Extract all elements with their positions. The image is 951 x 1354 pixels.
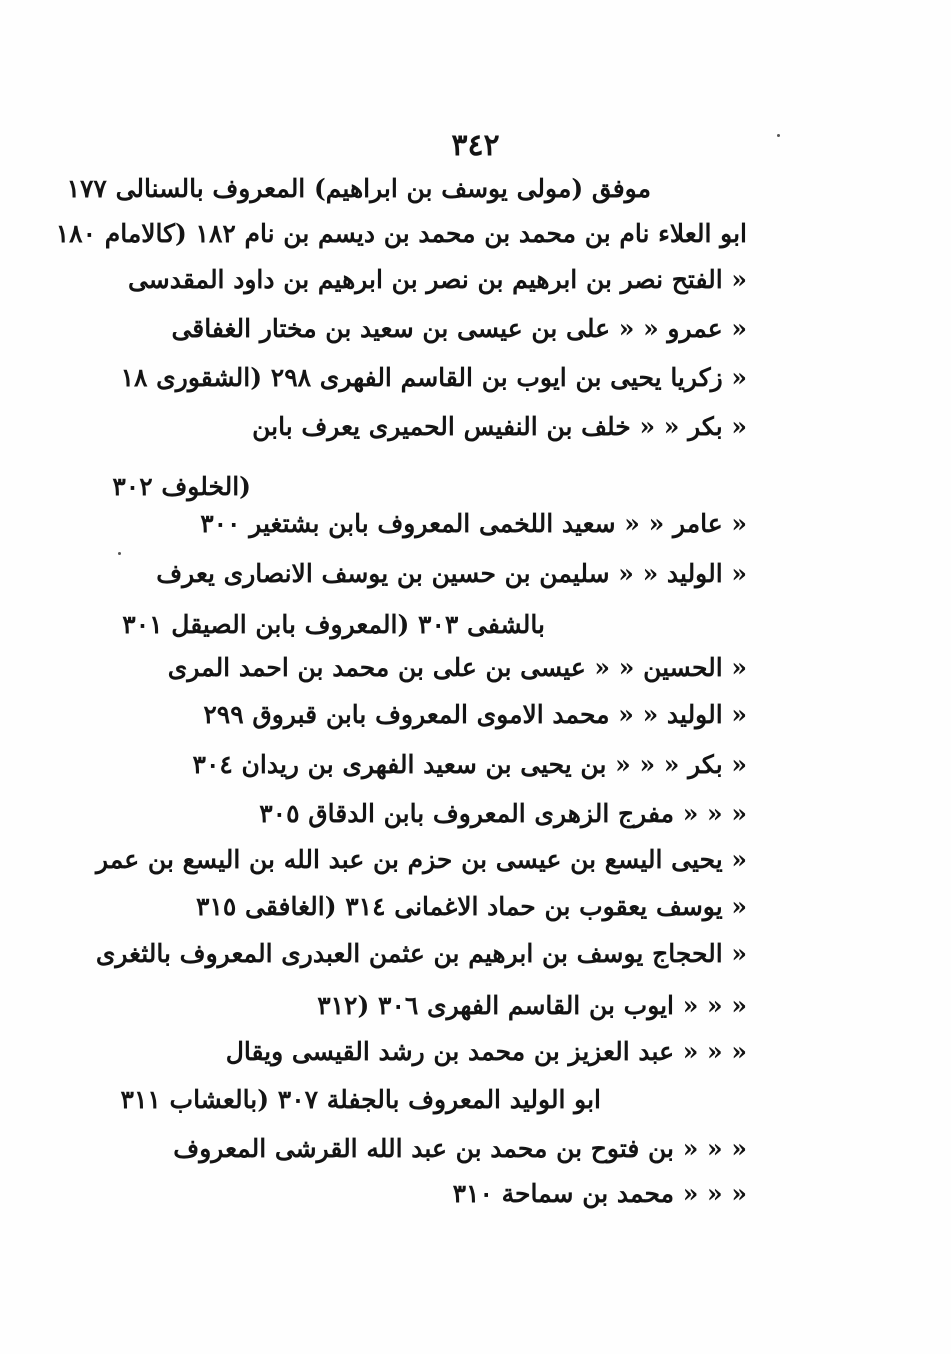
entry-line-11: « الحسين « « عيسى بن على بن محمد بن احمد المرى	[167, 653, 747, 682]
entry-line-16: « يوسف يعقوب بن حماد الاغمانى ٣١٤ (الغافقى ٣١٥	[196, 892, 747, 921]
entry-line-22: « « « محمد بن سماحة ٣١٠	[452, 1179, 747, 1208]
page-number: ٣٤٢	[451, 128, 500, 163]
entry-line-20: ابو الوليد المعروف بالجفلة ٣٠٧ (بالعشاب ٣١١	[120, 1085, 601, 1114]
entry-line-3: « الفتح نصر بن ابرهيم بن نصر بن ابرهيم بن داود المقدسى	[127, 265, 747, 294]
entry-line-14: « « « مفرج الزهرى المعروف بابن الدقاق ٣٠٥	[259, 799, 747, 828]
entry-line-5: « زكريا يحيى بن ايوب بن القاسم الفهرى ٢٩٨ (الشقورى ١٨	[120, 363, 747, 392]
entry-line-18: « « « ايوب بن القاسم الفهرى ٣٠٦ (٣١٢	[317, 991, 747, 1020]
entry-line-10: بالشفى ٣٠٣ (المعروف بابن الصيقل ٣٠١	[122, 610, 545, 639]
print-speck	[118, 552, 121, 555]
entry-line-9: « الوليد « « سليمن بن حسين بن يوسف الانصارى يعرف	[156, 559, 747, 588]
entry-line-13: « بكر « « « بن يحيى بن سعيد الفهرى بن ريدان ٣٠٤	[192, 750, 747, 779]
entry-line-1: موفق (مولى يوسف بن ابراهيم) المعروف بالسنالى ١٧٧	[66, 174, 651, 203]
entry-line-21: « « « بن فتوح بن محمد بن عبد الله القرشى المعروف	[173, 1134, 747, 1163]
entry-line-19: « « « عبد العزيز بن محمد بن رشد القيسى ويقال	[225, 1037, 747, 1066]
entry-line-8: « عامر « « سعيد اللخمى المعروف بابن بشتغير ٣٠٠	[200, 509, 747, 538]
entry-line-15: « يحيى اليسع بن عيسى بن حزم بن عبد الله بن اليسع بن عمر	[96, 845, 747, 874]
entry-line-7: (الخلوف ٣٠٢	[112, 472, 251, 501]
entry-line-17: « الحجاج يوسف بن ابرهيم بن عثمن العبدرى المعروف بالثغرى	[95, 939, 747, 968]
entry-line-4: « عمرو « « على بن عيسى بن سعيد بن مختار الغفاقى	[171, 314, 747, 343]
entry-line-12: « الوليد « « محمد الاموى المعروف بابن قبروق ٢٩٩	[203, 700, 747, 729]
entry-line-6: « بكر « « خلف بن النفيس الحميرى يعرف بابن	[252, 412, 747, 441]
print-speck	[777, 134, 780, 137]
entry-line-2: ابو العلاء نام بن محمد بن محمد بن ديسم بن نام ١٨٢ (كالامام ١٨٠	[55, 219, 747, 248]
